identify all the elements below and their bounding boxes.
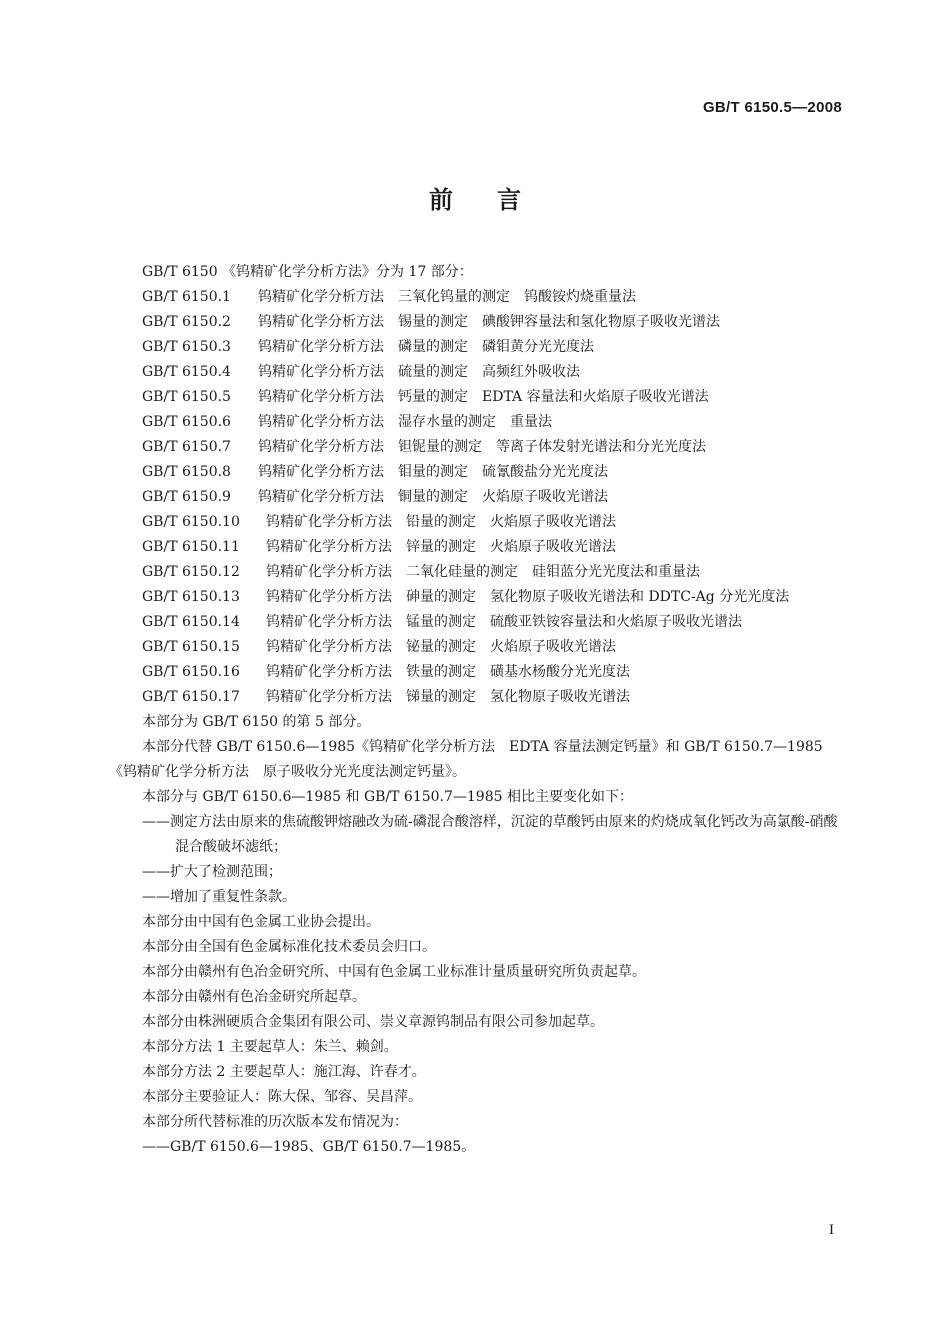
paragraph: 本部分主要验证人：陈大保、邹容、吴昌萍。	[142, 1089, 422, 1105]
part-title: 钨精矿化学分析方法 钙量的测定 EDTA 容量法和火焰原子吸收光谱法	[258, 389, 709, 405]
paragraph: 本部分所代替标准的历次版本发布情况为：	[142, 1114, 408, 1130]
paragraph: 本部分方法 2 主要起草人：施江海、许春才。	[142, 1064, 426, 1080]
standard-code: GB/T 6150.5—2008	[702, 99, 842, 116]
intro-paragraph: GB/T 6150 《钨精矿化学分析方法》分为 17 部分：	[142, 264, 473, 280]
part-title: 钨精矿化学分析方法 砷量的测定 氢化物原子吸收光谱法和 DDTC-Ag 分光光度法	[266, 589, 790, 605]
part-list-item	[109, 435, 843, 460]
part-title: 钨精矿化学分析方法 铜量的测定 火焰原子吸收光谱法	[258, 489, 608, 505]
part-list-item	[109, 635, 843, 660]
part-title: 钨精矿化学分析方法 三氧化钨量的测定 钨酸铵灼烧重量法	[258, 289, 636, 305]
part-list-item	[109, 360, 843, 385]
page-number: I	[829, 1222, 834, 1238]
part-code: GB/T 6150.12	[142, 564, 240, 580]
paragraph: 本部分为 GB/T 6150 的第 5 部分。	[142, 714, 371, 730]
part-list-item	[109, 685, 843, 710]
part-list-item	[109, 335, 843, 360]
part-code: GB/T 6150.7	[142, 439, 231, 455]
part-code: GB/T 6150.16	[142, 664, 240, 680]
part-code: GB/T 6150.1	[142, 289, 231, 305]
part-title: 钨精矿化学分析方法 湿存水量的测定 重量法	[258, 414, 552, 430]
page-title: 前言	[429, 186, 565, 214]
part-title: 钨精矿化学分析方法 铁量的测定 磺基水杨酸分光光度法	[266, 664, 630, 680]
part-code: GB/T 6150.14	[142, 614, 240, 630]
part-code: GB/T 6150.11	[142, 539, 240, 555]
part-list-item	[109, 510, 843, 535]
dash-item: ——增加了重复性条款。	[142, 889, 296, 905]
part-title: 钨精矿化学分析方法 铅量的测定 火焰原子吸收光谱法	[266, 514, 616, 530]
foreword-body	[109, 260, 843, 1160]
part-list-item	[109, 410, 843, 435]
part-code: GB/T 6150.3	[142, 339, 231, 355]
part-code: GB/T 6150.10	[142, 514, 240, 530]
part-title: 钨精矿化学分析方法 硫量的测定 高频红外吸收法	[258, 364, 580, 380]
dash-item: ——扩大了检测范围；	[142, 864, 282, 880]
part-code: GB/T 6150.2	[142, 314, 231, 330]
dash-item: ——测定方法由原来的焦硫酸钾熔融改为硫-磷混合酸溶样，沉淀的草酸钙由原来的灼烧成氧化钙改为高氯酸-硝酸混合酸破坏滤纸；	[142, 814, 838, 855]
part-title: 钨精矿化学分析方法 锡量的测定 碘酸钾容量法和氢化物原子吸收光谱法	[258, 314, 720, 330]
parts-list	[109, 285, 843, 710]
paragraph: 本部分由中国有色金属工业协会提出。	[142, 914, 380, 930]
part-title: 钨精矿化学分析方法 铋量的测定 火焰原子吸收光谱法	[266, 639, 616, 655]
part-list-item	[109, 610, 843, 635]
part-code: GB/T 6150.8	[142, 464, 231, 480]
part-list-item	[109, 535, 843, 560]
part-title: 钨精矿化学分析方法 钼量的测定 硫氰酸盐分光光度法	[258, 464, 608, 480]
part-list-item	[109, 660, 843, 685]
part-list-item	[109, 585, 843, 610]
paragraph: 本部分由全国有色金属标准化技术委员会归口。	[142, 939, 436, 955]
part-title: 钨精矿化学分析方法 锰量的测定 硫酸亚铁铵容量法和火焰原子吸收光谱法	[266, 614, 742, 630]
dash-item: ——GB/T 6150.6—1985、GB/T 6150.7—1985。	[142, 1139, 476, 1155]
part-title: 钨精矿化学分析方法 锑量的测定 氢化物原子吸收光谱法	[266, 689, 630, 705]
part-list-item	[109, 310, 843, 335]
paragraph: 本部分代替 GB/T 6150.6—1985《钨精矿化学分析方法 EDTA 容量法测定钙量》和 GB/T 6150.7—1985《钨精矿化学分析方法 原子吸收分光光度法测定钙量》。	[109, 739, 823, 780]
part-title: 钨精矿化学分析方法 二氧化硅量的测定 硅钼蓝分光光度法和重量法	[266, 564, 700, 580]
part-title: 钨精矿化学分析方法 锌量的测定 火焰原子吸收光谱法	[266, 539, 616, 555]
paragraph: 本部分与 GB/T 6150.6—1985 和 GB/T 6150.7—1985 相比主要变化如下：	[142, 789, 633, 805]
part-code: GB/T 6150.9	[142, 489, 231, 505]
part-list-item	[109, 285, 843, 310]
paragraph: 本部分由赣州有色冶金研究所起草。	[142, 989, 366, 1005]
part-code: GB/T 6150.15	[142, 639, 240, 655]
part-code: GB/T 6150.4	[142, 364, 231, 380]
part-list-item	[109, 560, 843, 585]
paragraph: 本部分由赣州有色冶金研究所、中国有色金属工业标准计量质量研究所负责起草。	[142, 964, 646, 980]
part-code: GB/T 6150.17	[142, 689, 240, 705]
paragraph: 本部分由株洲硬质合金集团有限公司、崇义章源钨制品有限公司参加起草。	[142, 1014, 604, 1030]
part-code: GB/T 6150.6	[142, 414, 231, 430]
part-title: 钨精矿化学分析方法 钽铌量的测定 等离子体发射光谱法和分光光度法	[258, 439, 706, 455]
part-list-item	[109, 485, 843, 510]
part-code: GB/T 6150.5	[142, 389, 231, 405]
part-code: GB/T 6150.13	[142, 589, 240, 605]
paragraph: 本部分方法 1 主要起草人：朱兰、赖剑。	[142, 1039, 398, 1055]
part-title: 钨精矿化学分析方法 磷量的测定 磷钼黄分光光度法	[258, 339, 594, 355]
part-list-item	[109, 385, 843, 410]
part-list-item	[109, 460, 843, 485]
